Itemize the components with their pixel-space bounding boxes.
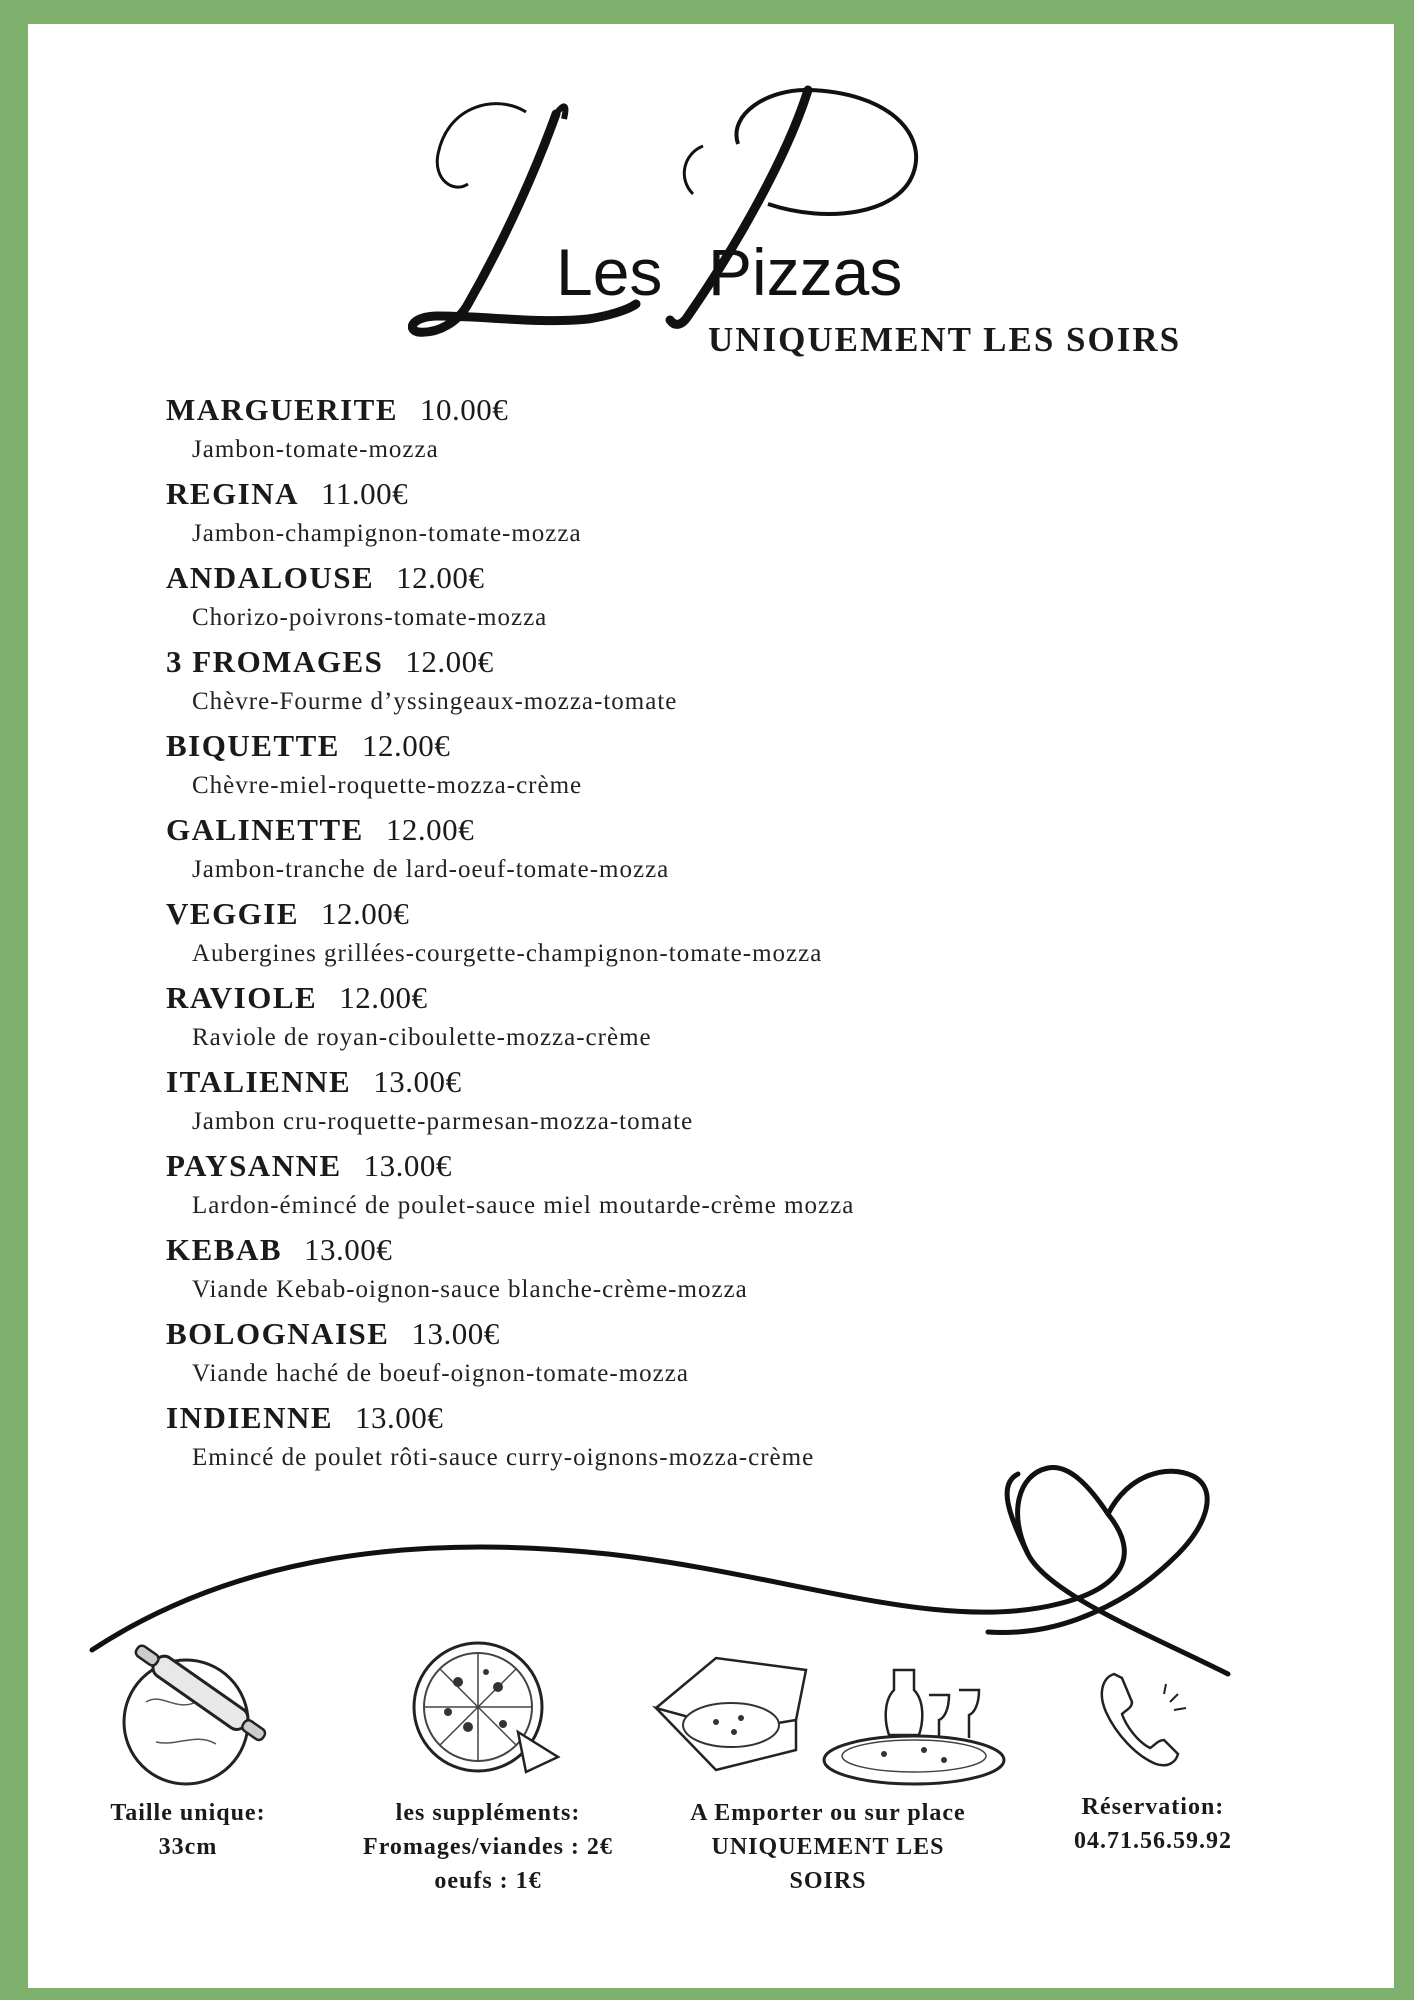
pizza-name: PAYSANNE — [166, 1148, 342, 1183]
menu-item-title — [166, 896, 409, 932]
pizza-price: 13.00€ — [411, 1316, 500, 1351]
reservation-phone[interactable]: 04.71.56.59.92 — [1074, 1828, 1232, 1854]
pizza-price: 12.00€ — [396, 560, 485, 595]
pizza-price: 11.00€ — [321, 476, 409, 511]
size-info — [88, 1796, 288, 1864]
pizza-wine-icon — [814, 1650, 1014, 1790]
pizza-price: 12.00€ — [385, 812, 475, 847]
pizza-name: KEBAB — [166, 1232, 283, 1267]
menu-item — [166, 1316, 1066, 1400]
menu-item-title — [166, 1232, 392, 1268]
supplements-label: les suppléments: — [395, 1800, 581, 1826]
menu-item-title — [166, 1148, 452, 1184]
supplements-cheese-meat: Fromages/viandes : 2€ — [363, 1834, 613, 1860]
menu-item — [166, 644, 1066, 728]
pizza-description: Lardon-émincé de poulet-sauce miel moutarde-crème mozza — [192, 1192, 855, 1219]
pizza-price: 12.00€ — [321, 896, 410, 931]
pizza-price: 12.00€ — [339, 980, 428, 1015]
pizza-description: Emincé de poulet rôti-sauce curry-oignons-mozza-crème — [192, 1444, 815, 1471]
pizza-name: ANDALOUSE — [166, 560, 375, 595]
pizza-description: Chèvre-Fourme d’yssingeaux-mozza-tomate — [192, 688, 678, 715]
pizza-description: Viande haché de boeuf-oignon-tomate-mozza — [192, 1360, 689, 1387]
menu-item — [166, 1232, 1066, 1316]
pizza-description: Jambon-tranche de lard-oeuf-tomate-mozza — [192, 856, 670, 883]
pizza-price: 13.00€ — [363, 1148, 452, 1183]
pizza-name: BIQUETTE — [166, 728, 340, 763]
pizza-description: Jambon-tomate-mozza — [192, 436, 439, 463]
menu-item — [166, 980, 1066, 1064]
pizza-name: VEGGIE — [166, 896, 300, 931]
pizza-description: Jambon-champignon-tomate-mozza — [192, 520, 582, 547]
pizza-description: Chorizo-poivrons-tomate-mozza — [192, 604, 548, 631]
supplements-info — [328, 1796, 648, 1898]
menu-item — [166, 812, 1066, 896]
menu-item-title — [166, 1064, 461, 1100]
pizza-description: Viande Kebab-oignon-sauce blanche-crème-mozza — [192, 1276, 748, 1303]
pizza-name: GALINETTE — [166, 812, 364, 847]
service-label: A Emporter ou sur place — [690, 1800, 966, 1826]
supplements-eggs: oeufs : 1€ — [434, 1868, 542, 1894]
pizza-name: ITALIENNE — [166, 1064, 352, 1099]
pizza-price: 12.00€ — [361, 728, 451, 763]
script-title-letters — [408, 84, 1028, 354]
pizza-price: 13.00€ — [355, 1400, 444, 1435]
pizza-description: Raviole de royan-ciboulette-mozza-crème — [192, 1024, 652, 1051]
menu-item-title — [166, 1316, 500, 1352]
pizza-box-icon — [646, 1630, 816, 1780]
pizza-name: RAVIOLE — [166, 980, 318, 1015]
service-hours-1: UNIQUEMENT LES — [711, 1834, 945, 1860]
pizza-name: REGINA — [166, 476, 300, 511]
reservation-info — [1038, 1790, 1268, 1858]
pizza-description: Jambon cru-roquette-parmesan-mozza-tomate — [192, 1108, 694, 1135]
menu-item — [166, 476, 1066, 560]
phone-icon — [1092, 1664, 1192, 1774]
menu-item-title — [166, 980, 427, 1016]
size-value: 33cm — [158, 1834, 218, 1860]
title-block — [28, 24, 1394, 394]
pizza-price: 10.00€ — [420, 392, 509, 427]
service-hours-2: SOIRS — [789, 1868, 867, 1894]
pizza-price: 13.00€ — [304, 1232, 393, 1267]
pizza-price: 13.00€ — [373, 1064, 462, 1099]
pizza-name: MARGUERITE — [166, 392, 399, 427]
menu-item — [166, 896, 1066, 980]
pizza-name: 3 FROMAGES — [166, 644, 384, 679]
service-info — [668, 1796, 988, 1898]
menu-item — [166, 560, 1066, 644]
pizza-name: BOLOGNAISE — [166, 1316, 390, 1351]
menu-item-title — [166, 392, 508, 428]
pizza-menu-list — [166, 392, 1066, 1484]
menu-item-title — [166, 1400, 443, 1436]
menu-item-title — [166, 560, 484, 596]
dough-rolling-pin-icon — [106, 1632, 296, 1792]
menu-item — [166, 1148, 1066, 1232]
menu-page — [28, 24, 1394, 1988]
pizza-description: Chèvre-miel-roquette-mozza-crème — [192, 772, 583, 799]
menu-item-title — [166, 728, 450, 764]
title-word-les: Les — [556, 235, 663, 309]
menu-item-title — [166, 812, 474, 848]
title-word-pizzas: Pizzas — [708, 235, 903, 309]
menu-item — [166, 392, 1066, 476]
pizza-icon — [398, 1632, 568, 1782]
menu-item-title — [166, 476, 408, 512]
reservation-label: Réservation: — [1081, 1794, 1225, 1820]
menu-item — [166, 1064, 1066, 1148]
menu-item-title — [166, 644, 494, 680]
pizza-name: INDIENNE — [166, 1400, 334, 1435]
size-label: Taille unique: — [110, 1800, 266, 1826]
menu-item — [166, 728, 1066, 812]
pizza-price: 12.00€ — [405, 644, 494, 679]
page-subtitle: UNIQUEMENT LES SOIRS — [708, 320, 1182, 359]
pizza-description: Aubergines grillées-courgette-champignon-tomate-mozza — [192, 940, 823, 967]
